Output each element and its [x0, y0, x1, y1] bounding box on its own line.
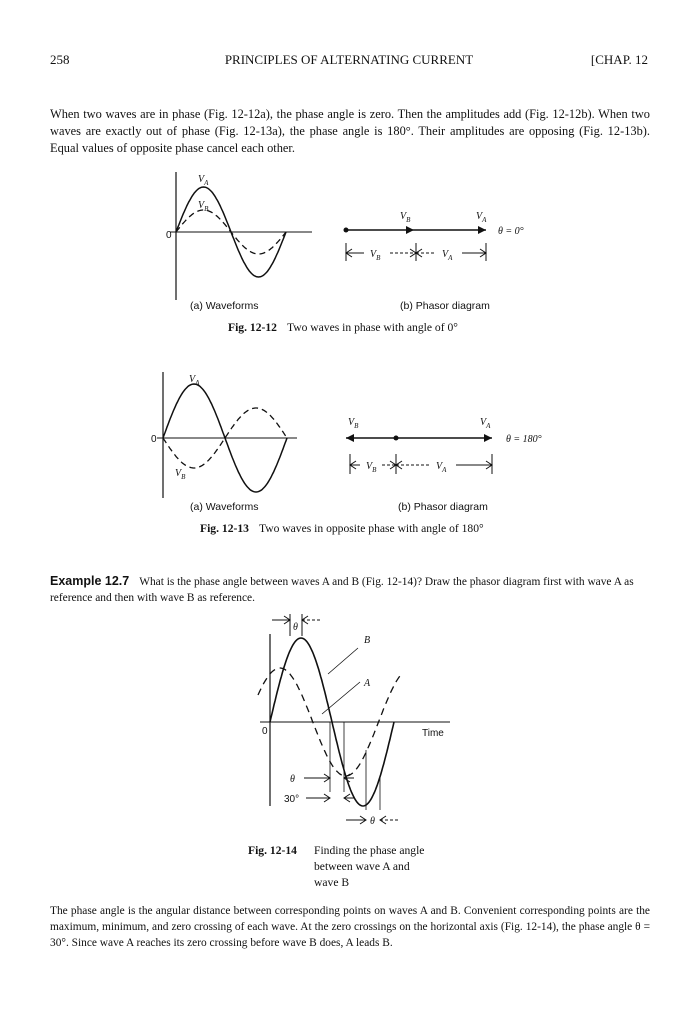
- zero-label: 0: [166, 230, 172, 241]
- chapter-label: [CHAP. 12: [590, 52, 648, 67]
- wave-a-label: A: [364, 678, 371, 689]
- caption-line: between wave A and: [314, 860, 410, 873]
- va-label: $V_A$: [198, 174, 209, 187]
- va-arrowhead: [484, 434, 492, 442]
- va-phasor-label: $V_A$: [476, 211, 487, 224]
- va-label: $V_A$: [189, 374, 200, 387]
- fig-12-13b-label: (b) Phasor diagram: [398, 501, 488, 513]
- vb-span-label: $V_B$: [366, 461, 377, 474]
- zero-label: 0: [262, 726, 268, 737]
- fig-12-13-phasor: [340, 410, 560, 480]
- wave-b-label: B: [364, 635, 371, 646]
- fig-12-12-caption: Fig. 12-12 Two waves in phase with angle of 0°: [228, 321, 458, 334]
- example-12-7: [50, 573, 650, 606]
- fig-12-14-diagram: [250, 610, 470, 830]
- caption-line: Finding the phase angle: [314, 844, 425, 857]
- theta-mid-label: θ: [290, 774, 295, 785]
- vb-arrowhead: [406, 226, 414, 234]
- caption-line: wave B: [314, 876, 350, 889]
- vb-arrowhead: [346, 434, 354, 442]
- va-arrowhead: [478, 226, 486, 234]
- fig-12-13-waveforms: [147, 372, 307, 502]
- fig-12-12b-label: (b) Phasor diagram: [400, 300, 490, 312]
- intro-paragraph: When two waves are in phase (Fig. 12-12a), the phase angle is zero. Then the amplitudes add (Fig. 12-12b). When two waves are exactly out of phase (Fig. 12-13a), the phase angle is 180°. Their amplitudes are opposing (Fig. 12-13b). Equal values of opposite phase cancel each other.: [50, 107, 650, 155]
- vb-label: $V_B$: [175, 468, 186, 481]
- fig-12-13-number: Fig. 12-13: [200, 522, 249, 535]
- vb-span-label: $V_B$: [370, 249, 381, 262]
- example-text: What is the phase angle between waves A and B (Fig. 12-14)? Draw the phasor diagram first with wave A as reference and then with wave B as reference.: [50, 576, 634, 604]
- theta-bottom-label: θ: [370, 816, 375, 827]
- va-span-label: $V_A$: [442, 249, 453, 262]
- fig-12-13a-label: (a) Waveforms: [190, 501, 259, 513]
- vb-phasor-label: $V_B$: [348, 417, 359, 430]
- fig-12-14-number: Fig. 12-14: [248, 844, 297, 857]
- page-number: 258: [50, 52, 70, 67]
- fig-12-12-number: Fig. 12-12: [228, 321, 277, 334]
- vb-phasor-label: $V_B$: [400, 211, 411, 224]
- fig-12-13-caption: Fig. 12-13 Two waves in opposite phase with angle of 180°: [200, 522, 484, 535]
- zero-label: 0: [151, 434, 157, 445]
- va-span-label: $V_A$: [436, 461, 447, 474]
- thirty-deg-label: 30°: [284, 794, 300, 805]
- theta-label: θ = 0°: [498, 226, 524, 237]
- fig-12-12-waveforms: [160, 172, 320, 302]
- fig-12-12-phasor: [340, 205, 540, 275]
- vb-label: $V_B$: [198, 200, 209, 213]
- running-title: PRINCIPLES OF ALTERNATING CURRENT: [224, 52, 474, 67]
- closing-paragraph: The phase angle is the angular distance between corresponding points on waves A and B. Convenient corresponding points are the maximum, minimum, and zero crossing of each wave. At the zero crossings on the horizontal axis (Fig. 12-14), the phase angle θ = 30°. Since wave A reaches its zero crossing before wave B does, A leads B.: [50, 905, 650, 949]
- theta-top-label: θ: [293, 622, 298, 633]
- fig-12-12a-label: (a) Waveforms: [190, 300, 259, 312]
- theta-label: θ = 180°: [506, 434, 542, 445]
- example-label: Example 12.7: [50, 574, 130, 588]
- time-label: Time: [422, 728, 444, 739]
- fig-12-14-caption: [248, 843, 468, 891]
- va-phasor-label: $V_A$: [480, 417, 491, 430]
